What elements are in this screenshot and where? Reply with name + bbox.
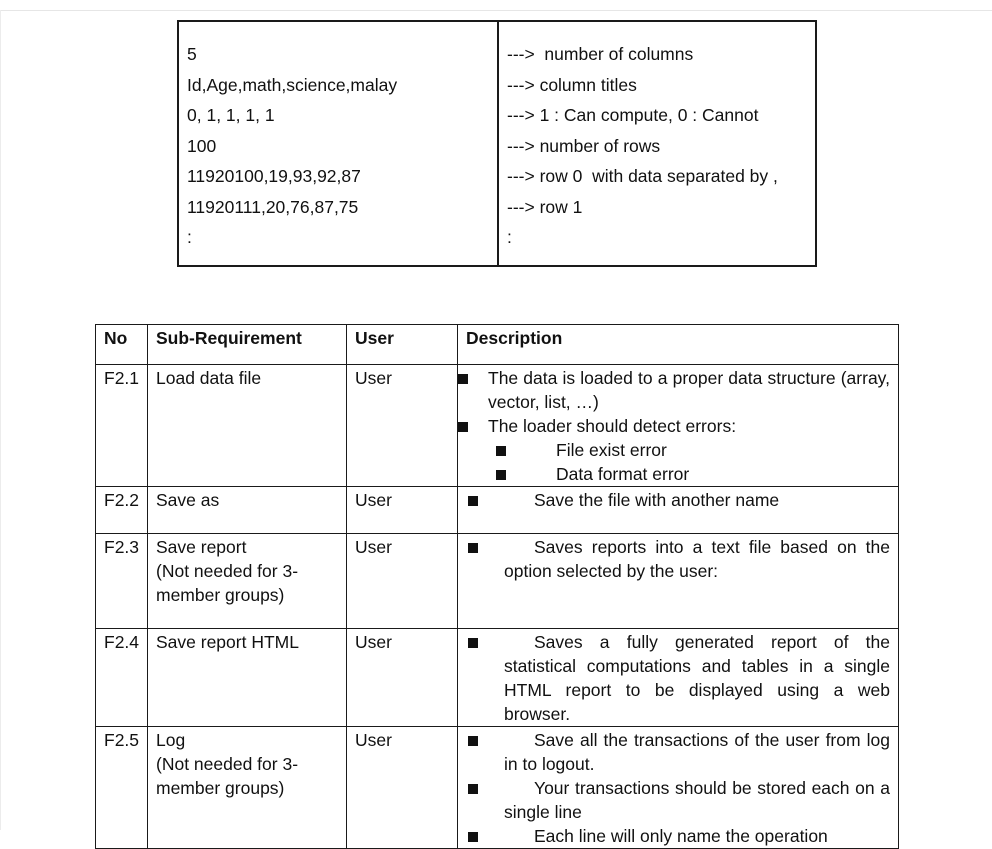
description-subitem bbox=[458, 438, 890, 462]
cell-no: F2.3 bbox=[96, 534, 148, 629]
format-example-explanation-column bbox=[499, 22, 815, 265]
square-bullet-icon bbox=[496, 470, 506, 480]
cell-description bbox=[458, 534, 899, 629]
format-line: 11920100,19,93,92,87 bbox=[187, 166, 361, 186]
format-line: Id,Age,math,science,malay bbox=[187, 74, 398, 95]
description-item bbox=[466, 488, 890, 512]
description-subitem bbox=[458, 462, 890, 486]
page-left-edge bbox=[0, 10, 1, 830]
header-description: Description bbox=[458, 325, 899, 365]
page-top-rule bbox=[0, 10, 992, 11]
cell-sub-requirement: Save report (Not needed for 3-member groups) bbox=[148, 534, 347, 629]
description-item bbox=[466, 776, 890, 824]
cell-user: User bbox=[347, 534, 458, 629]
format-explanation-line: ---> row 0 with data separated by , bbox=[507, 166, 778, 186]
description-text: Saves a fully generated report of the statistical computations and tables in a single HTML report to be displayed using a web browser. bbox=[504, 632, 890, 724]
table-row bbox=[96, 365, 899, 487]
square-bullet-icon bbox=[458, 374, 468, 384]
table-row bbox=[96, 727, 899, 849]
file-format-example-box bbox=[177, 20, 817, 267]
format-line: 11920111,20,76,87,75 bbox=[187, 196, 359, 217]
description-text: Save all the transactions of the user from log in to logout. bbox=[504, 730, 890, 774]
cell-description bbox=[458, 487, 899, 534]
square-bullet-icon bbox=[468, 832, 478, 842]
cell-sub-requirement: Load data file bbox=[148, 365, 347, 487]
cell-description bbox=[458, 727, 899, 849]
cell-no: F2.1 bbox=[96, 365, 148, 487]
cell-user: User bbox=[347, 487, 458, 534]
format-example-data-column bbox=[179, 22, 499, 265]
description-text: The data is loaded to a proper data structure (array, vector, list, …) bbox=[488, 368, 890, 412]
format-line: 5 bbox=[187, 44, 197, 64]
format-line: 100 bbox=[187, 135, 217, 156]
format-explanation-line: ---> column titles bbox=[507, 74, 637, 95]
format-explanation-line: ---> 1 : Can compute, 0 : Cannot bbox=[507, 105, 759, 125]
cell-sub-requirement: Log (Not needed for 3-member groups) bbox=[148, 727, 347, 849]
cell-user: User bbox=[347, 727, 458, 849]
description-item bbox=[458, 366, 890, 414]
square-bullet-icon bbox=[468, 543, 478, 553]
cell-sub-requirement: Save as bbox=[148, 487, 347, 534]
format-line: 0, 1, 1, 1, 1 bbox=[187, 105, 275, 125]
table-row bbox=[96, 487, 899, 534]
description-list bbox=[466, 488, 890, 512]
square-bullet-icon bbox=[468, 784, 478, 794]
cell-description bbox=[458, 365, 899, 487]
description-item bbox=[466, 728, 890, 776]
description-list bbox=[466, 728, 890, 848]
square-bullet-icon bbox=[458, 422, 468, 432]
description-list bbox=[466, 630, 890, 726]
description-subtext: File exist error bbox=[556, 440, 667, 460]
format-explanation-line: ---> number of columns bbox=[507, 44, 694, 64]
square-bullet-icon bbox=[468, 638, 478, 648]
description-item bbox=[466, 630, 890, 726]
cell-no: F2.4 bbox=[96, 629, 148, 727]
format-explanation-line: : bbox=[507, 227, 512, 247]
description-text: The loader should detect errors: bbox=[488, 416, 737, 436]
cell-description bbox=[458, 629, 899, 727]
format-explanation-line: ---> number of rows bbox=[507, 135, 661, 156]
description-text: Saves reports into a text file based on the option selected by the user: bbox=[504, 537, 890, 581]
description-list bbox=[458, 366, 890, 486]
requirements-table bbox=[95, 324, 899, 849]
description-text: Your transactions should be stored each on a single line bbox=[504, 778, 890, 822]
header-sub-requirement: Sub-Requirement bbox=[148, 325, 347, 365]
cell-user: User bbox=[347, 629, 458, 727]
table-header-row bbox=[96, 325, 899, 365]
table-row bbox=[96, 629, 899, 727]
format-line: : bbox=[187, 227, 192, 247]
description-item bbox=[458, 414, 890, 438]
description-subtext: Data format error bbox=[556, 464, 690, 484]
square-bullet-icon bbox=[496, 446, 506, 456]
square-bullet-icon bbox=[468, 496, 478, 506]
format-explanation-line: ---> row 1 bbox=[507, 196, 583, 217]
cell-no: F2.5 bbox=[96, 727, 148, 849]
description-list bbox=[466, 535, 890, 583]
description-text: Save the file with another name bbox=[534, 490, 780, 510]
description-item bbox=[466, 535, 890, 583]
cell-no: F2.2 bbox=[96, 487, 148, 534]
cell-user: User bbox=[347, 365, 458, 487]
header-no: No bbox=[96, 325, 148, 365]
header-user: User bbox=[347, 325, 458, 365]
cell-sub-requirement: Save report HTML bbox=[148, 629, 347, 727]
table-row bbox=[96, 534, 899, 629]
square-bullet-icon bbox=[468, 736, 478, 746]
description-item bbox=[466, 824, 890, 848]
description-text: Each line will only name the operation bbox=[534, 826, 828, 846]
